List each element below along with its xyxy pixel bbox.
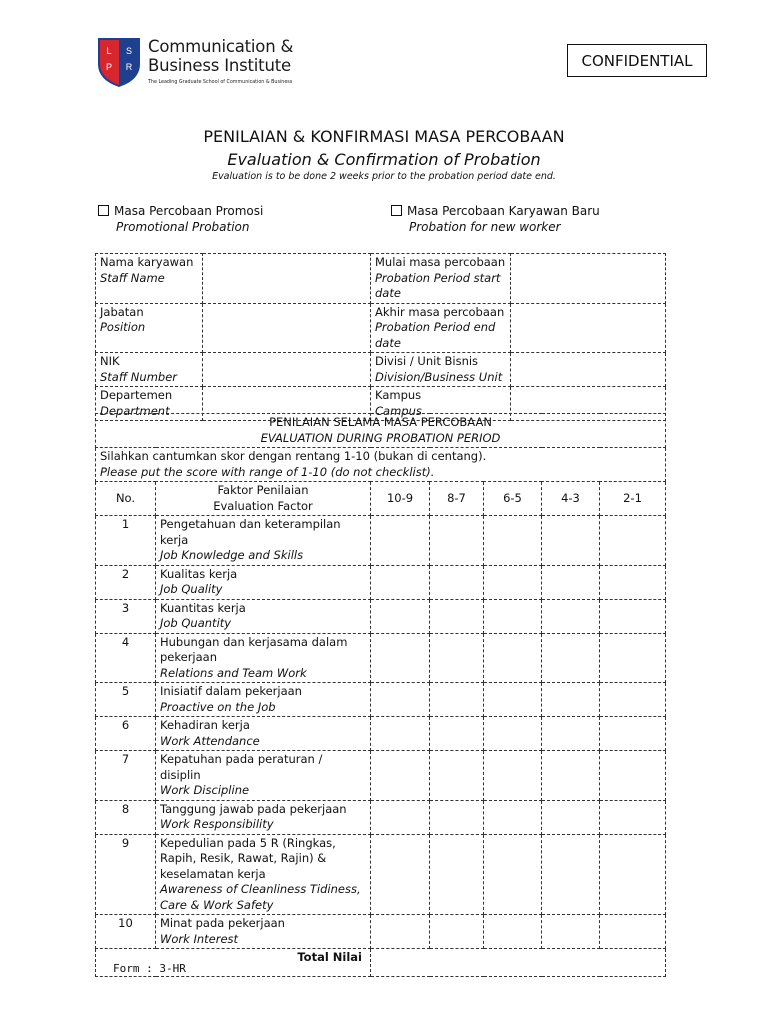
position-field[interactable] (203, 303, 371, 353)
score-cell[interactable] (430, 717, 484, 751)
institute-tagline: The Leading Graduate School of Communication & Business (148, 80, 293, 85)
score-cell[interactable] (542, 516, 600, 566)
col-score-6-5: 6-5 (484, 482, 542, 516)
score-cell[interactable] (600, 915, 666, 949)
staff-name-label: Nama karyawan Staff Name (96, 254, 203, 304)
option-label: Masa Percobaan Karyawan Baru (407, 204, 600, 218)
factor-row (96, 633, 666, 683)
evaluation-header-row (96, 482, 666, 516)
factor-label: Minat pada pekerjaan Work Interest (156, 915, 371, 949)
score-cell[interactable] (542, 751, 600, 801)
score-cell[interactable] (484, 516, 542, 566)
score-cell[interactable] (600, 633, 666, 683)
shield-logo-icon (96, 34, 142, 88)
factor-row (96, 565, 666, 599)
factor-row (96, 834, 666, 915)
score-cell[interactable] (542, 599, 600, 633)
score-cell[interactable] (371, 633, 430, 683)
col-score-2-1: 2-1 (600, 482, 666, 516)
institute-name-line2: Business Institute (148, 56, 291, 75)
factor-row (96, 800, 666, 834)
score-cell[interactable] (371, 834, 430, 915)
col-score-10-9: 10-9 (371, 482, 430, 516)
factor-label: Hubungan dan kerjasama dalam pekerjaan Relations and Team Work (156, 633, 371, 683)
option-label-en: Probation for new worker (409, 220, 561, 234)
division-field[interactable] (511, 353, 666, 387)
score-cell[interactable] (542, 834, 600, 915)
score-cell[interactable] (371, 599, 430, 633)
total-field[interactable] (371, 949, 666, 977)
col-factor-header: Faktor Penilaian Evaluation Factor (156, 482, 371, 516)
form-title-en: Evaluation & Confirmation of Probation (227, 150, 541, 169)
factor-label: Kepedulian pada 5 R (Ringkas, Rapih, Resik, Rawat, Rajin) & keselamatan kerja Awareness of Cleanliness Tidiness, Care & Work Safety (156, 834, 371, 915)
score-cell[interactable] (371, 565, 430, 599)
form-title: PENILAIAN & KONFIRMASI MASA PERCOBAAN (203, 127, 565, 146)
evaluation-instructions: Silahkan cantumkan skor dengan rentang 1-10 (bukan di centang). Please put the score with range of 1-10 (do not checklist). (96, 448, 666, 482)
score-cell[interactable] (371, 683, 430, 717)
score-cell[interactable] (542, 800, 600, 834)
score-cell[interactable] (484, 599, 542, 633)
factor-label: Kepatuhan pada peraturan / disiplin Work Discipline (156, 751, 371, 801)
score-cell[interactable] (430, 565, 484, 599)
start-date-field[interactable] (511, 254, 666, 304)
option-promotional-probation[interactable] (98, 204, 263, 234)
score-cell[interactable] (600, 683, 666, 717)
factor-number: 5 (96, 683, 156, 717)
nik-label: NIK Staff Number (96, 353, 203, 387)
factor-number: 6 (96, 717, 156, 751)
start-date-label: Mulai masa percobaan Probation Period start date (371, 254, 511, 304)
score-cell[interactable] (430, 516, 484, 566)
score-cell[interactable] (600, 717, 666, 751)
col-no-header: No. (96, 482, 156, 516)
factor-row (96, 516, 666, 566)
factor-number: 9 (96, 834, 156, 915)
score-cell[interactable] (542, 915, 600, 949)
factor-number: 4 (96, 633, 156, 683)
option-label-en: Promotional Probation (116, 220, 250, 234)
form-note: Evaluation is to be done 2 weeks prior to the probation period date end. (212, 171, 556, 182)
option-label: Masa Percobaan Promosi (114, 204, 264, 218)
institute-name-line1: Communication & (148, 37, 294, 56)
factor-row (96, 717, 666, 751)
score-cell[interactable] (542, 717, 600, 751)
score-cell[interactable] (600, 516, 666, 566)
score-cell[interactable] (430, 683, 484, 717)
logo-letter-p: P (105, 62, 113, 72)
logo-letter-r: R (125, 62, 133, 72)
factor-row (96, 683, 666, 717)
score-cell[interactable] (600, 565, 666, 599)
checkbox-icon[interactable] (98, 205, 109, 216)
factor-row (96, 599, 666, 633)
logo-letter-l: L (106, 46, 112, 56)
col-score-8-7: 8-7 (430, 482, 484, 516)
score-cell[interactable] (484, 800, 542, 834)
score-cell[interactable] (430, 751, 484, 801)
confidential-badge: CONFIDENTIAL (567, 44, 707, 77)
factor-number: 2 (96, 565, 156, 599)
score-cell[interactable] (484, 565, 542, 599)
factor-row (96, 915, 666, 949)
factor-label: Kehadiran kerja Work Attendance (156, 717, 371, 751)
factor-number: 3 (96, 599, 156, 633)
score-cell[interactable] (600, 834, 666, 915)
factor-label: Pengetahuan dan keterampilan kerja Job Knowledge and Skills (156, 516, 371, 566)
score-cell[interactable] (600, 800, 666, 834)
score-cell[interactable] (484, 633, 542, 683)
score-cell[interactable] (430, 915, 484, 949)
division-label: Divisi / Unit Bisnis Division/Business Unit (371, 353, 511, 387)
score-cell[interactable] (600, 751, 666, 801)
institute-logo (96, 34, 316, 94)
total-label: Total Nilai (96, 949, 371, 977)
factor-label: Kuantitas kerja Job Quantity (156, 599, 371, 633)
end-date-field[interactable] (511, 303, 666, 353)
score-cell[interactable] (371, 800, 430, 834)
score-cell[interactable] (430, 633, 484, 683)
score-cell[interactable] (542, 683, 600, 717)
form-code: Form : 3-HR (113, 962, 186, 975)
factor-label: Tanggung jawab pada pekerjaan Work Responsibility (156, 800, 371, 834)
evaluation-table (95, 413, 666, 977)
factor-number: 8 (96, 800, 156, 834)
department-label: Departemen Department (96, 387, 203, 421)
option-new-worker-probation[interactable] (391, 204, 600, 234)
factor-number: 7 (96, 751, 156, 801)
campus-label: Kampus Campus (371, 387, 511, 421)
checkbox-icon[interactable] (391, 205, 402, 216)
nik-field[interactable] (203, 353, 371, 387)
factor-number: 10 (96, 915, 156, 949)
score-cell[interactable] (484, 834, 542, 915)
factor-label: Kualitas kerja Job Quality (156, 565, 371, 599)
staff-name-field[interactable] (203, 254, 371, 304)
score-cell[interactable] (484, 915, 542, 949)
score-cell[interactable] (542, 565, 600, 599)
score-cell[interactable] (430, 800, 484, 834)
staff-info-table (95, 253, 666, 421)
score-cell[interactable] (484, 683, 542, 717)
score-cell[interactable] (430, 599, 484, 633)
factor-row (96, 751, 666, 801)
col-score-4-3: 4-3 (542, 482, 600, 516)
score-cell[interactable] (484, 717, 542, 751)
score-cell[interactable] (542, 633, 600, 683)
score-cell[interactable] (600, 599, 666, 633)
logo-letter-s: S (125, 46, 133, 56)
score-cell[interactable] (371, 717, 430, 751)
factor-number: 1 (96, 516, 156, 566)
factor-label: Inisiatif dalam pekerjaan Proactive on the Job (156, 683, 371, 717)
score-cell[interactable] (484, 751, 542, 801)
evaluation-heading: PENILAIAN SELAMA MASA PERCOBAAN EVALUATION DURING PROBATION PERIOD (96, 414, 666, 448)
end-date-label: Akhir masa percobaan Probation Period end date (371, 303, 511, 353)
score-cell[interactable] (371, 751, 430, 801)
score-cell[interactable] (371, 915, 430, 949)
score-cell[interactable] (430, 834, 484, 915)
position-label: Jabatan Position (96, 303, 203, 353)
score-cell[interactable] (371, 516, 430, 566)
